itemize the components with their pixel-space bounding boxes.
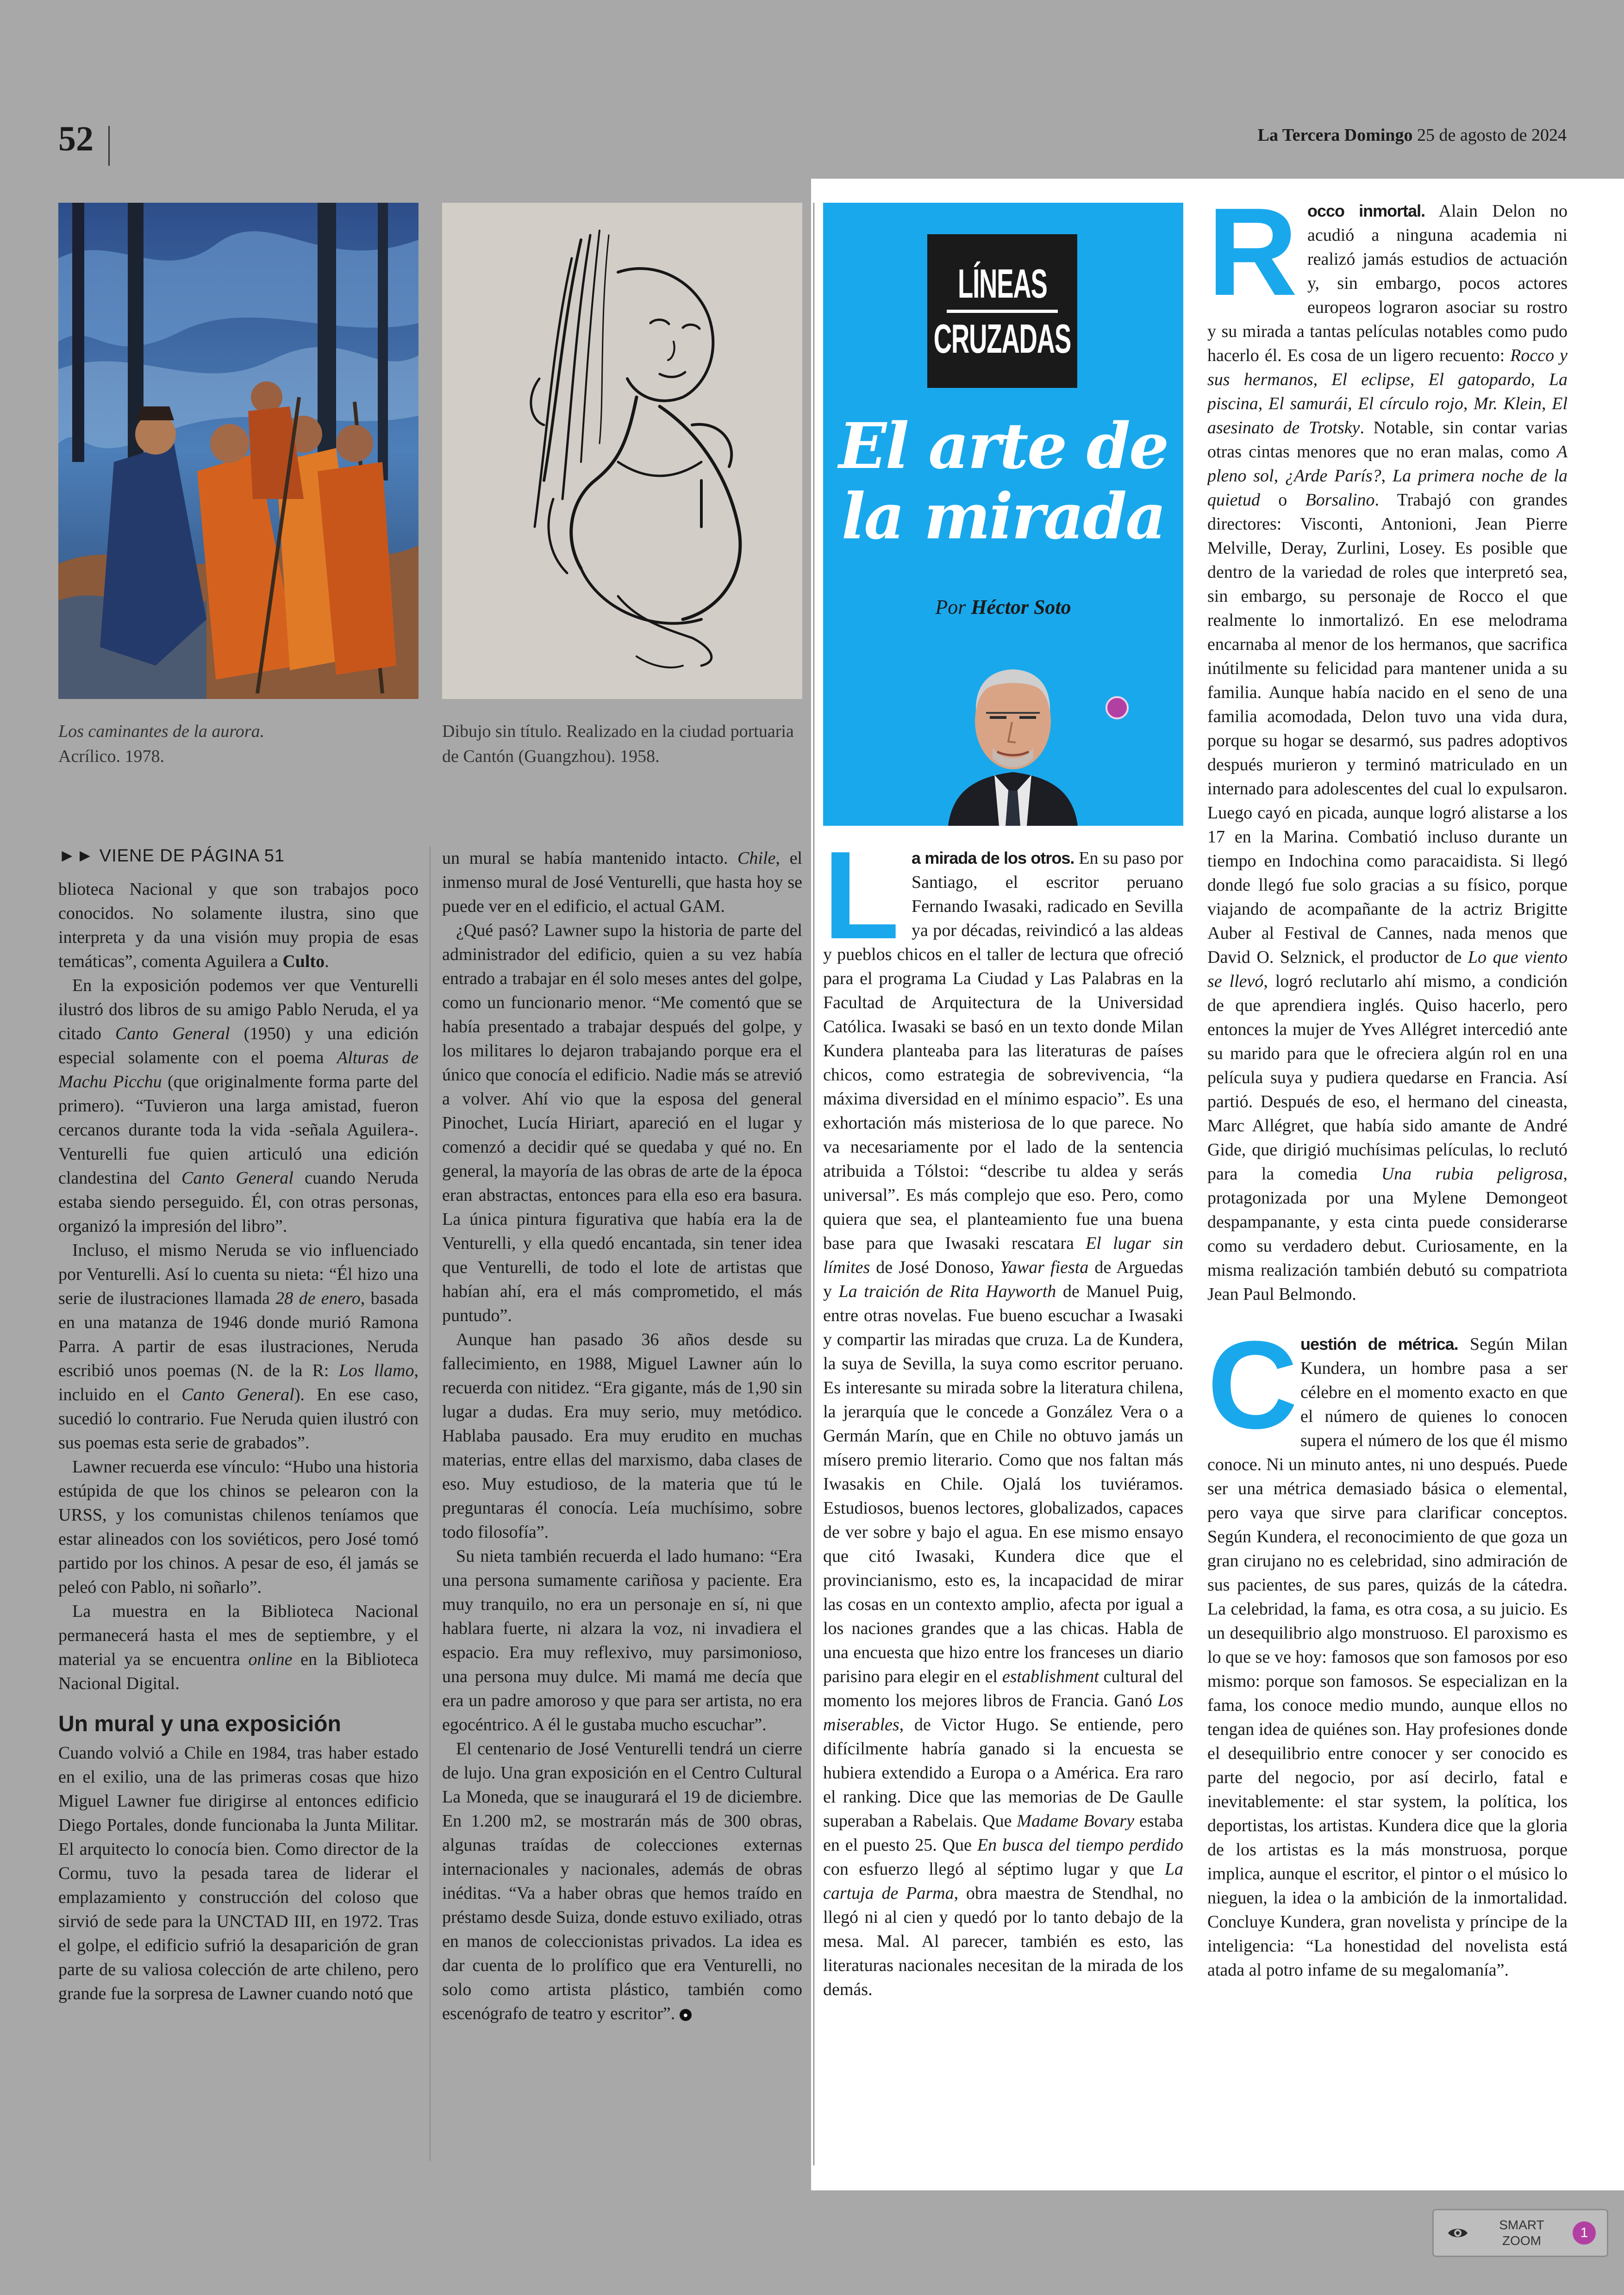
author-portrait-illustration <box>939 642 1087 826</box>
author-portrait <box>939 642 1087 826</box>
painting-illustration <box>58 203 418 699</box>
feature-section-1: L a mirada de los otros. En su paso por Santiago, el escritor peruano Fernando Iwasaki, radicado en Sevilla ya por décadas, reivindicó a las aldeas y pueblos chicos en el taller de lectura que ofreció para el programa La Ciudad y Las Palabras en la Facultad de Arquitectura de la Universidad Católica. Iwasaki se basó en un texto donde Milan Kundera planteaba para las literaturas de países chicos, como estrategia de sobrevivencia, “la máxima diversidad en el mínimo espacio”. Es una exhortación más misteriosa de lo que parece. No va necesariamente por el lado de la sentencia atribuida a Tólstoi: “describe tu aldea y serás universal”. Es más complejo que eso. Pero, como quiera que sea, el planteamiento fue una buena base para que Iwasaki rescatara El lugar sin límites de José Donoso, Yawar fiesta de Arguedas y La traición de Rita Hayworth de Manuel Puig, entre otras novelas. Fue bueno escuchar a Iwasaki y compartir las miradas que cruza. La de Kundera, la suya de Sevilla, la suya como escritor peruano. Es interesante su mirada sobre la literatura chilena, la jerarquía que le concede a González Vera o a Germán Marín, que en Chile no obtuvo jamás un mísero premio literario. Como que nos faltan más Iwasakis en Chile. Ojalá los tuviéramos. Estudiosos, buenos lectores, globalizados, capaces de ver sobre y bajo el agua. En ese mismo ensayo que citó Iwasaki, Kundera dice que el provincianismo, esto es, la incapacidad de mirar las cosas en un contexto amplio, afecta por igual a los naciones grandes que a las chicas. Habla de una encuesta que hizo entre los franceses un diario parisino para elegir en el establishment cultural del momento los mejores libros de Francia. Ganó Los miserables, de Victor Hugo. Se entiende, pero difícilmente habría ganado si la encuesta se hubiera extendido a Europa o a América. Era raro el ranking. Dice que las memorias de De Gaulle superaban a Rabelais. Que Madame Bovary estaba en el puesto 25. Que En busca del tiempo perdido con esfuerzo llegó al séptimo lugar y que La cartuja de Parma, obra maestra de Stendhal, no llegó ni al cien y quedó por lo tanto debajo de la mesa. Mal. Al parecer, también es esto, las literaturas nacionales necesitan de la mirada de los demás. <box>823 846 1183 1999</box>
header-divider <box>108 126 110 166</box>
drop-cap: R <box>1207 199 1298 322</box>
continued-from-label: ►► VIENE DE PÁGINA 51 <box>58 846 285 866</box>
drop-cap: C <box>1207 1332 1298 1455</box>
masthead <box>1258 125 1567 145</box>
end-of-article-icon: ● <box>680 2009 692 2021</box>
author-name: Héctor Soto <box>971 596 1071 618</box>
publication-date: 25 de agosto de 2024 <box>1417 125 1567 145</box>
drawing-caption: Dibujo sin título. Realizado en la ciudad portuaria de Cantón (Guangzhou). 1958. <box>442 722 794 766</box>
painting-caption <box>58 719 418 769</box>
painting-technique: Acrílico. 1978. <box>58 746 165 766</box>
eye-icon <box>1445 2220 1471 2246</box>
panel-divider <box>813 203 814 2165</box>
painting-title: Los caminantes de la aurora. <box>58 722 265 741</box>
smart-zoom-label-line2: ZOOM <box>1502 2233 1541 2248</box>
feature-title-line2: la mirada <box>841 480 1165 554</box>
painting-image[interactable] <box>58 203 418 699</box>
drop-cap: L <box>823 846 899 965</box>
drawing-illustration <box>442 203 802 699</box>
feature-section-2: R occo inmortal. Alain Delon no acudió a ninguna academia ni realizó jamás estudios de actuación y, sin embargo, pocos actores europeos lograron asociar su rostro y su mirada a tantas películas notables como pudo hacerlo él. Es cosa de un ligero recuento: Rocco y sus hermanos, El eclipse, El gatopardo, La piscina, El samurái, El círculo rojo, Mr. Klein, El asesinato de Trotsky. Notable, sin contar varias otras cintas menores que no eran malas, como A pleno sol, ¿Arde París?, La primera noche de la quietud o Borsalino. Trabajó con grandes directores: Visconti, Antonioni, Jean Pierre Melville, Deray, Zurlini, Losey. Es posible que dentro de la variedad de roles que interpretó sea, sin embargo, su personaje de Rocco el que realmente lo inmortalizó. En ese melodrama encarnaba al menor de los hermanos, que sacrifica inútilmente su felicidad para mantener unida a su familia. Aunque había nacido en el seno de una familia acomodada, Delon tuvo una vida dura, porque su hogar se desarmó, sus padres adoptivos después murieron y terminó matriculado en un internado para adolescentes del cual lo expulsaron. Luego cayó en picada, aunque logró alistarse a los 17 en la Marina. Combatió incluso durante un tiempo en Indochina como paracaidista. Si llegó donde llegó fue solo gracias a su físico, porque viajando de acompañante de la actriz Brigitte Auber al Festival de Cannes, nada menos que David O. Selznick, el productor de Lo que viento se llevó, logró reclutarlo ahí mismo, a condición de que aprendiera inglés. Quiso hacerlo, pero entonces la mujer de Yves Allégret intercedió ante su marido para que le ofreciera algún rol en una película suya y pudiera quedarse en Francia. Así partió. Después de eso, el hermano del cineasta, Marc Allégret, que había sido amante de André Gide, que dirigió muchísimas películas, lo reclutó para la comedia Una rubia peligrosa, protagonizada por una Mylene Demongeot despampanante, y esta cinta puede considerarse como su verdadero debut. Curiosamente, en la misma realización también debutó su compatriota Jean Paul Belmondo. <box>1207 199 1568 1304</box>
section-lead: a mirada de los otros. <box>912 848 1074 867</box>
feature-section-3: C uestión de métrica. Según Milan Kundera, un hombre pasa a ser célebre en el momento exacto en que el número de quienes lo conocen supera el número de los que él mismo conoce. Ni un minuto antes, ni uno después. Puede ser una métrica demasiado básica o elemental, pero vaya que sirve para clarificar conceptos. Según Kundera, el reconocimiento de que goza un gran cirujano no es celebridad, sino admiración de sus pacientes, de sus pares, quizás de la cátedra. La celebridad, la fama, es otra cosa, a su juicio. Es un desequilibrio algo monstruoso. El paroxismo es lo que se ve hoy: famosos que son famosos por eso mismo: porque son famosos. Se especializan en la fama, los conoce medio mundo, aunque ellos no tengan idea de quiénes son. Hay profesiones donde el desequilibrio entre conocer y ser conocido es parte del negocio, por así decirlo, fatal e inevitablemente: el star system, la política, los deportistas, los artistas. Kundera dice que la gloria de los artistas es la más monstruosa, porque implica, aunque el escritor, el pintor o el músico lo nieguen, la idea o la ambición de la inmortalidad. Concluye Kundera, gran novelista y príncipe de la inteligencia: “La honestidad del novelista está atada al potro infame de su megalomanía”. <box>1207 1332 1568 1980</box>
feature-title-box <box>823 203 1183 826</box>
page-number: 52 <box>58 119 94 158</box>
section-lead: occo inmortal. <box>1307 201 1425 220</box>
byline <box>823 595 1183 619</box>
series-logo-bar <box>947 310 1058 313</box>
section-subhead: Un mural y una exposición <box>58 1712 341 1736</box>
byline-prefix: Por <box>935 596 966 618</box>
article-column-2: un mural se había mantenido intacto. Chile, el inmenso mural de José Venturelli, que hasta hoy se puede ver en el edificio, el actual GAM. ¿Qué pasó? Lawner supo la historia de parte del administrador del edificio, quien a su vez había entrado a trabajar en él solo meses antes del golpe, como un funcionario menor. “Me comentó que se había presentado a trabajar después del golpe, y los militares lo dejaron trabajando porque era el único que conocía el edificio. Nadie más se atrevió a volver. Ahí vio que la esposa del general Pinochet, Lucía Hiriart, apareció en el lugar y comenzó a decidir qué se quedaba y qué no. En general, la mayoría de las obras de arte de la época eran abstractas, entonces para ella eso era basura. La única pintura figurativa que había era la de Venturelli, y ella quedó encantada, sin tener idea que Venturelli, de todo el lote de artistas que habían ahí, era el más comprometido, el más puntudo”. Aunque han pasado 36 años desde su fallecimiento, en 1988, Miguel Lawner aún lo recuerda con nitidez. “Era gigante, más de 1,90 sin lugar a dudas. Era muy serio, muy metódico. Hablaba pausado. Era muy erudito en muchas materias, entre ellas del marxismo, daba clases de eso. Muy estudioso, de la materia que tú le preguntaras él conocía. Leía muchísimo, sobre todo filosofía”. Su nieta también recuerda el lado humano: “Era una persona sumamente cariñosa y paciente. Era muy tranquilo, no era un personaje en sí, ni que hablara fuerte, ni alzara la voz, ni invadiera el espacio. Era muy reflexivo, muy parsimonioso, una persona muy dulce. Mi mamá me decía que era un padre amoroso y que para ser artista, no era egocéntrico. A él le gustaba mucho escuchar”. El centenario de José Venturelli tendrá un cierre de lujo. Una gran exposición en el Centro Cultural La Moneda, que se inaugurará el 19 de diciembre. En 1.200 m2, se mostrarán más de 300 obras, algunas traídas de colecciones externas internacionales y nacionales, además de obras inéditas. “Va a haber obras que hemos traído en préstamo desde Suiza, donde estuvo exiliado, otras en manos de coleccionistas privados. La idea es dar cuenta de lo prolífico que era Venturelli, no solo como artista plástico, también como escenógrafo de teatro y escritor”. ● <box>442 848 802 2023</box>
publication-name: La Tercera Domingo <box>1257 125 1413 145</box>
column-divider <box>430 846 431 2161</box>
smart-zoom-label-line1: SMART <box>1499 2218 1544 2232</box>
series-logo-line1: LÍNEAS <box>957 260 1047 306</box>
smart-zoom-count-badge: 1 <box>1573 2221 1596 2245</box>
series-logo <box>927 234 1077 388</box>
feature-column-2 <box>1207 199 1568 1982</box>
smart-zoom-button[interactable] <box>1432 2209 1608 2257</box>
feature-title-line1: El arte de <box>838 409 1168 483</box>
smart-zoom-label <box>1494 2217 1549 2249</box>
section-lead: uestión de métrica. <box>1300 1335 1458 1353</box>
feature-title <box>823 411 1183 552</box>
series-logo-line2: CRUZADAS <box>933 315 1071 362</box>
article-column-1: blioteca Nacional y que son trabajos poco conocidos. No solamente ilustra, sino que interpreta y da una visión muy propia de esas temáticas”, comenta Aguilera a Culto. En la exposición podemos ver que Venturelli ilustró dos libros de su amigo Pablo Neruda, el ya citado Canto General (1950) y una edición especial solamente con el poema Alturas de Machu Picchu (que originalmente forma parte del primero). “Tuvieron una larga amistad, fueron cercanos durante toda la vida -señala Aguilera-. Venturelli fue quien articuló una edición clandestina del Canto General cuando Neruda estaba siendo perseguido. Él, con otras personas, organizó la impresión del libro”. Incluso, el mismo Neruda se vio influenciado por Venturelli. Así lo cuenta su nieta: “Él hizo una serie de ilustraciones llamada 28 de enero, basada en una matanza de 1946 donde murió Ramona Parra. A partir de esas ilustraciones, Neruda escribió unos poemas (N. de la R: Los llamo, incluido en el Canto General). En ese caso, sucedió lo contrario. Fue Neruda quien ilustró con sus poemas esta serie de grabados”. Lawner recuerda ese vínculo: “Hubo una historia estúpida de que los chinos se pelearon con la URSS, y los comunistas chilenos teníamos que estar alineados con los soviéticos, pero José tomó partido por los chinos. A pesar de eso, él jamás se peleó con Pablo, ni soñarlo”. La muestra en la Biblioteca Nacional permanecerá hasta el mes de septiembre, y el material ya se encuentra online en la Biblioteca Nacional Digital. Un mural y una exposición Cuando volvió a Chile en 1984, tras haber estado en el exilio, una de las primeras cosas que hizo Miguel Lawner fue dirigirse al entonces edificio Diego Portales, donde funcionaba la Junta Militar. El arquitecto lo conocía bien. Como director de la Cormu, tuvo la pesada tarea de liderar el emplazamiento y construcción del coloso que sirvió de sede para la UNCTAD III, en 1972. Tras el golpe, el edificio sufrió la desaparición de gran parte de su valiosa colección de arte chileno, pero grande fue la sorpresa de Lawner cuando notó que <box>58 879 419 2003</box>
feature-column-1 <box>823 846 1183 2002</box>
smart-zoom-marker-icon[interactable] <box>1106 696 1129 719</box>
ink-drawing-image[interactable] <box>442 203 802 699</box>
